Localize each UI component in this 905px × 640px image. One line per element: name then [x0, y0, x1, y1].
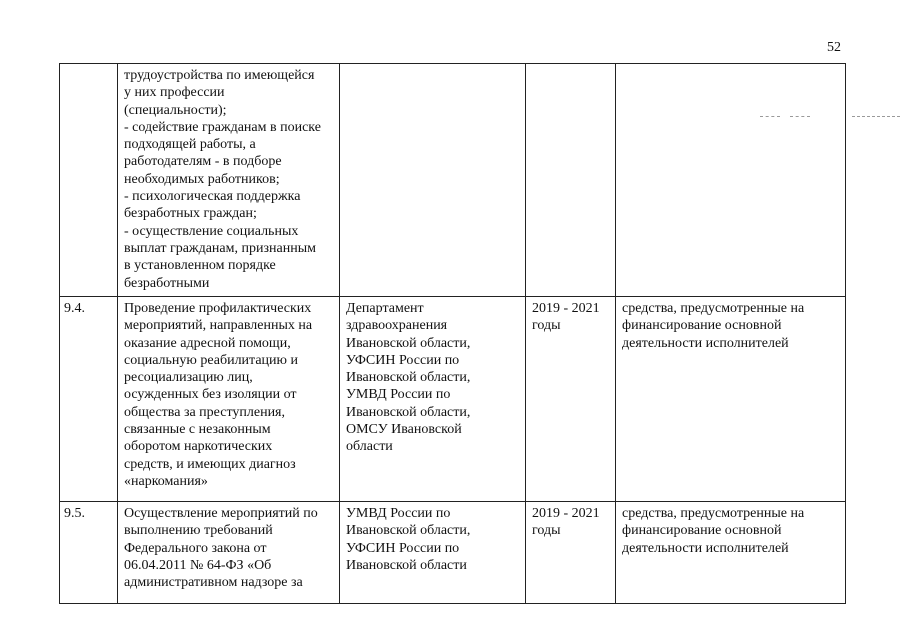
scan-artifact-line — [852, 116, 900, 118]
table-row — [60, 64, 846, 297]
row-number-cell: 9.5. — [60, 502, 118, 604]
executor-cell: УМВД России по Ивановской области, УФСИН России по Ивановской области — [340, 502, 526, 604]
scan-artifact-line — [790, 116, 810, 118]
table-row — [60, 297, 846, 502]
executor-cell — [340, 64, 526, 297]
measures-table — [59, 63, 846, 604]
funding-cell: средства, предусмотренные на финансирование основной деятельности исполнителей — [616, 502, 846, 604]
page-number: 52 — [827, 40, 841, 55]
executor-cell: Департамент здравоохранения Ивановской области, УФСИН России по Ивановской области, УМВД России по Ивановской области, ОМСУ Ивановской области — [340, 297, 526, 502]
activity-cell: трудоустройства по имеющейся у них профессии (специальности); - содействие гражданам в поиске подходящей работы, а работодателям - в подборе необходимых работников; - психологическая поддержка безработных граждан; - осуществление социальных выплат гражданам, признанным в установленном порядке безработными — [118, 64, 340, 297]
row-number-cell — [60, 64, 118, 297]
table-row — [60, 502, 846, 604]
period-cell — [526, 64, 616, 297]
activity-cell: Осуществление мероприятий по выполнению требований Федерального закона от 06.04.2011 № 64-ФЗ «Об административном надзоре за — [118, 502, 340, 604]
activity-cell: Проведение профилактических мероприятий, направленных на оказание адресной помощи, социальную реабилитацию и ресоциализацию лиц, осужденных без изоляции от общества за преступления, связанные с незаконным оборотом наркотических средств, и имеющих диагноз «наркомания» — [118, 297, 340, 502]
period-cell: 2019 - 2021 годы — [526, 297, 616, 502]
scan-artifact-line — [760, 116, 780, 118]
funding-cell: средства, предусмотренные на финансирование основной деятельности исполнителей — [616, 297, 846, 502]
funding-cell — [616, 64, 846, 297]
row-number-cell: 9.4. — [60, 297, 118, 502]
period-cell: 2019 - 2021 годы — [526, 502, 616, 604]
